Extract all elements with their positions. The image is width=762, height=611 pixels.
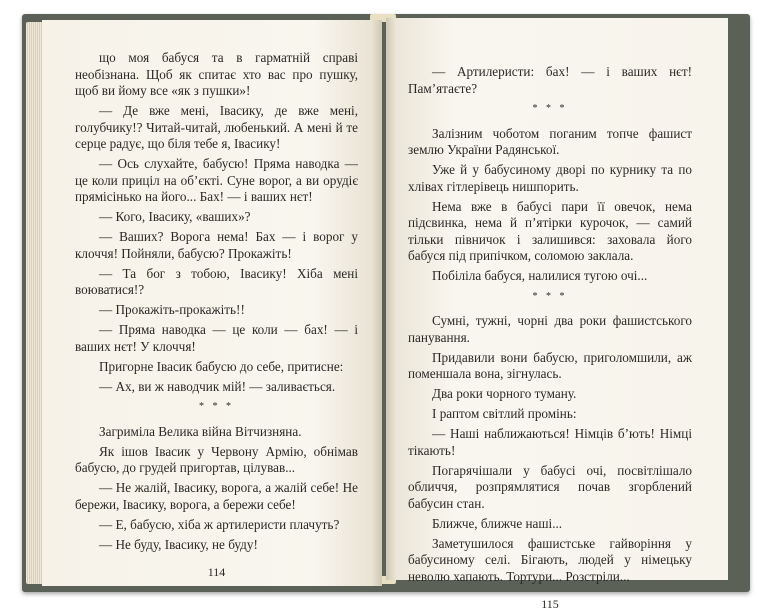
paragraph: Як ішов Івасик у Червону Армію, обнімав бабусю, до грудей пригортав, цілував... bbox=[75, 443, 358, 475]
paragraph: — Ах, ви ж наводчик мій! — заливається. bbox=[99, 378, 336, 394]
paragraph: — Пряма наводка — це коли — бах! — і ваших нєт! У клоччя! bbox=[75, 322, 358, 354]
section-separator: * * * bbox=[199, 401, 234, 412]
paragraph: — Кого, Івасику, «ваших»? bbox=[99, 209, 251, 224]
paragraph: — Наші наближаються! Німців б’ють! Німці тікають! bbox=[408, 426, 692, 458]
paragraph: — Прокажіть-прокажіть!! bbox=[99, 302, 245, 317]
paragraph: Побіліла бабуся, налилися тугою очі... bbox=[432, 268, 648, 283]
paragraph: Пригорне Івасик бабусю до себе, притисне: bbox=[99, 358, 344, 374]
paragraph: — Ваших? Ворога нема! Бах — і ворог у клоччя! Пойняли, бабусю? Прокажіть! bbox=[75, 229, 358, 261]
paragraph: Залізним чоботом поганим топче фашист землю України Радянської. bbox=[408, 125, 692, 157]
paragraph: Заметушилося фашистське гайворіння у бабусиному селі. Бігають, людей у німецьку неволю хапають. Тортури... Розстріли... bbox=[408, 535, 692, 584]
paragraph: І раптом світлий промінь: bbox=[432, 406, 577, 421]
section-separator: * * * bbox=[532, 103, 568, 114]
right-page bbox=[386, 18, 728, 611]
paragraph: — Не жалій, Івасику, ворога, а жалій себе! Не бережи, Івасику, ворога, а бережи себе! bbox=[75, 480, 358, 512]
page-number-right: 115 bbox=[541, 596, 559, 611]
paragraph: Нема вже в бабусі пари її овечок, нема підсвинка, нема й п’ятірки курочок, — самий тільки півничок і залишився: заховала його бабуся під припічком, соломою заклала. bbox=[408, 198, 692, 263]
paragraph: Сумні, тужні, чорні два роки фашистського панування. bbox=[408, 313, 692, 345]
left-page bbox=[42, 20, 382, 586]
paragraph: — Ось слухайте, бабусю! Пряма наводка — це коли приціл на об’єкті. Суне ворог, а ви орудіє прямісінько на його... Бах! — і ваших нєт! bbox=[75, 156, 358, 204]
paragraph: — Де вже мені, Івасику, де вже мені, голубчику!? Читай-читай, любенький. А мені й те серце радує, що біля тебе я, Івасику! bbox=[75, 103, 358, 151]
page-number-left: 114 bbox=[207, 564, 226, 579]
paragraph: Придавили вони бабусю, приголомшили, аж поменшала вона, зігнулась. bbox=[408, 349, 692, 381]
paragraph: що моя бабуся та в гарматній справі необізнана. Щоб як спитає хто вас про пушку, щоб ви йому все «як з пушки»! bbox=[75, 50, 358, 98]
paragraph: Уже й у бабусиному дворі по курнику та по хлівах гітлерівець нишпорить. bbox=[408, 162, 692, 194]
paragraph: — Артилеристи: бах! — і ваших нєт! Пам’ятаєте? bbox=[408, 64, 692, 96]
paragraph: — Не буду, Івасику, не буду! bbox=[99, 536, 258, 552]
paragraph: — Е, бабусю, хіба ж артилеристи плачуть? bbox=[99, 516, 340, 532]
right-page-text bbox=[408, 64, 692, 589]
paragraph: Два роки чорного туману. bbox=[432, 386, 577, 401]
paragraph: Ближче, ближче наші... bbox=[432, 515, 563, 531]
section-separator: * * * bbox=[532, 290, 568, 302]
paragraph: — Та бог з тобою, Івасику! Хіба мені воюватися!? bbox=[75, 265, 358, 297]
paragraph: Загриміла Велика війна Вітчизняна. bbox=[99, 423, 302, 439]
left-page-text bbox=[75, 50, 358, 557]
paragraph: Погарячішали у бабусі очі, посвітлішало обличчя, розпрямлятися почав згорблений бабусин стан. bbox=[408, 462, 692, 511]
